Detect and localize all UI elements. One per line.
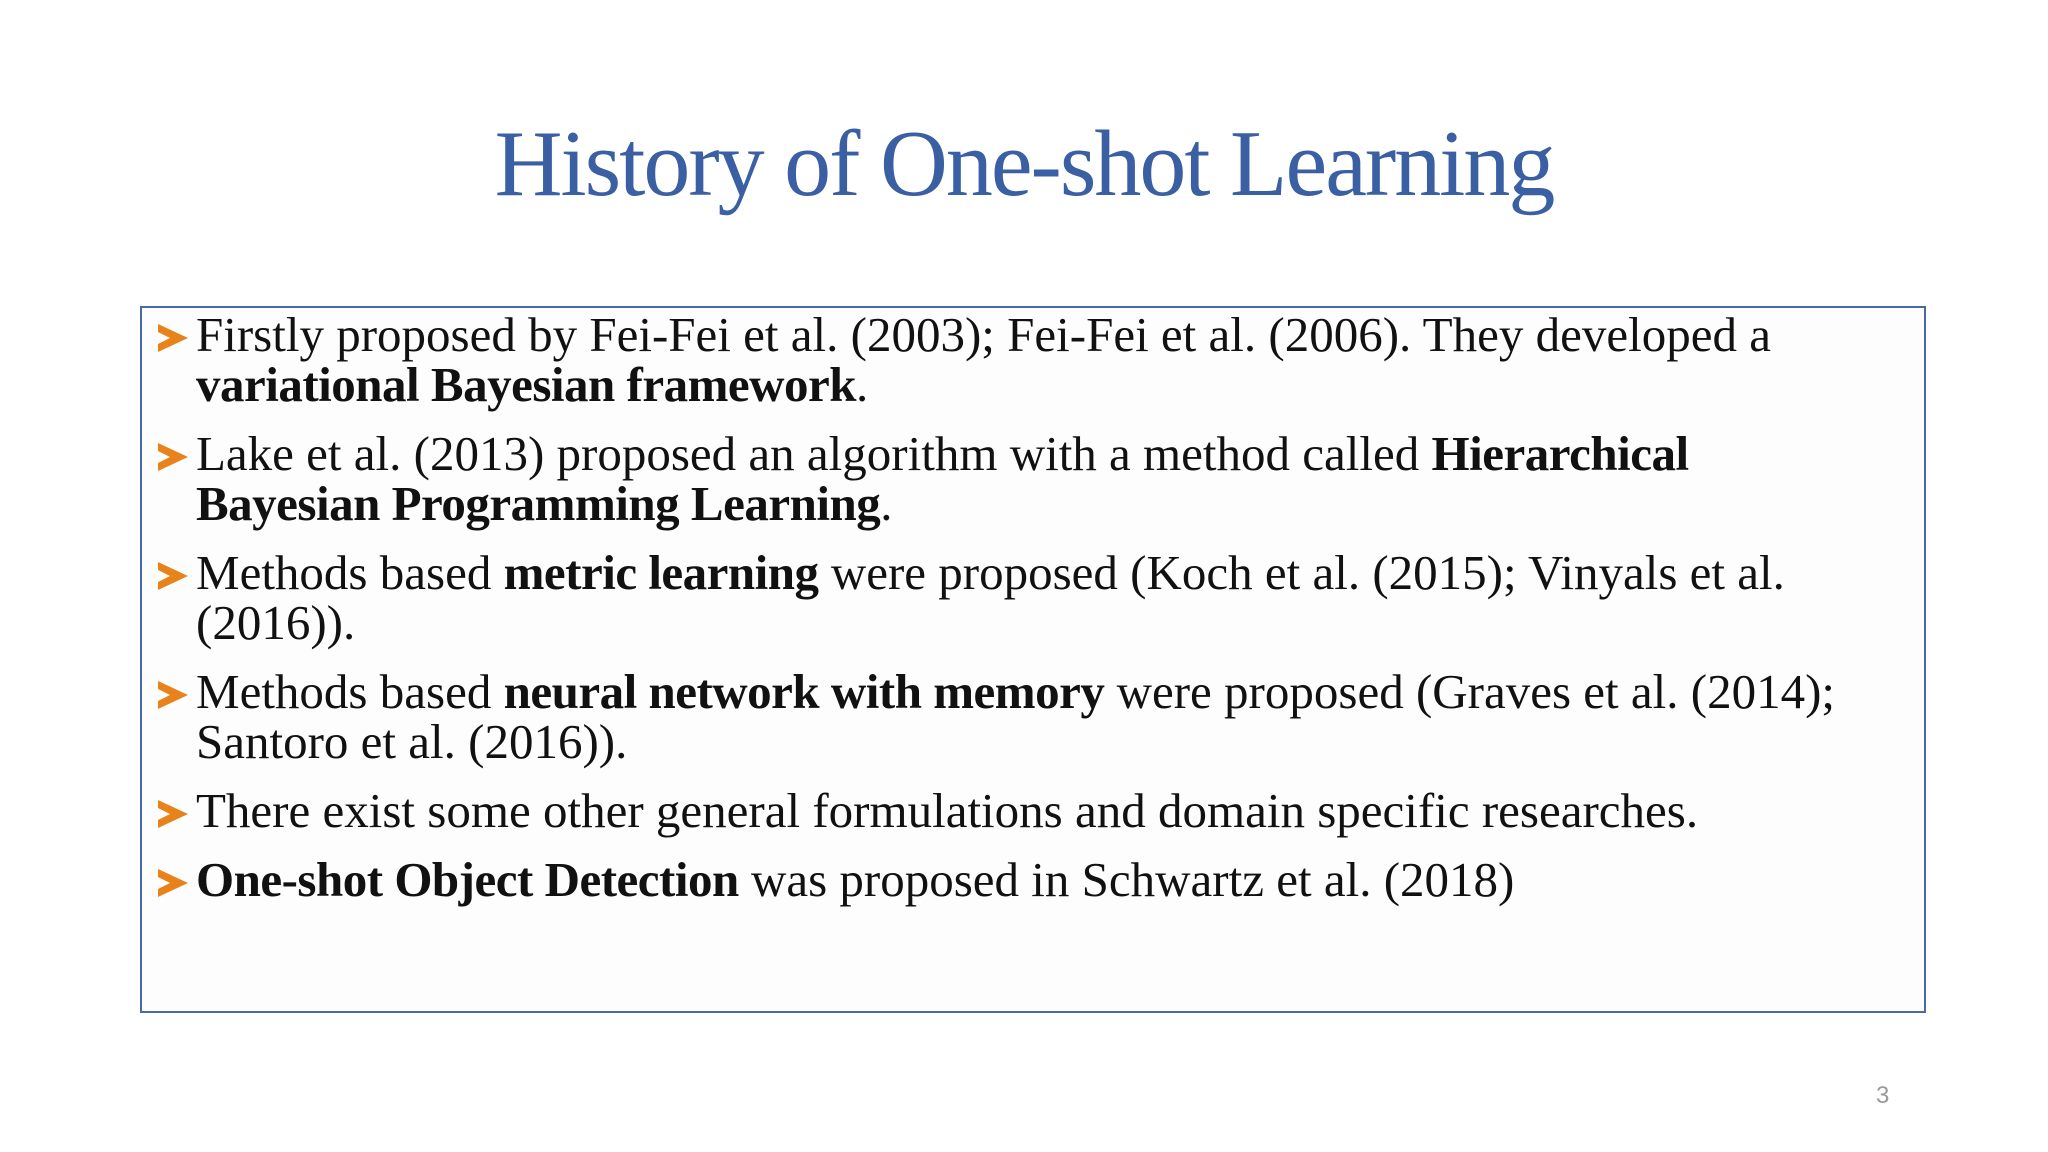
arrow-bullet-icon bbox=[158, 681, 188, 709]
bullet-4-text-a: Methods based bbox=[196, 664, 504, 719]
bullet-2-text: Lake et al. (2013) proposed an algorithm with a method called bbox=[196, 426, 1432, 481]
bullet-3-line-2: (2016)). bbox=[196, 595, 356, 650]
bullet-6-text: was proposed in Schwartz et al. (2018) bbox=[738, 852, 1515, 907]
bullet-item-1 bbox=[158, 307, 1908, 412]
bullet-2-line-1 bbox=[196, 426, 1908, 481]
bullet-4-bold: neural network with memory bbox=[503, 664, 1105, 719]
bullet-4-text-b: were proposed (Graves et al. (2014); bbox=[1104, 664, 1836, 719]
bullet-1-line-1: Firstly proposed by Fei-Fei et al. (2003); Fei-Fei et al. (2006). They developed a bbox=[196, 307, 1771, 362]
bullet-4-line-2: Santoro et al. (2016)). bbox=[196, 714, 628, 769]
bullet-4-line-1 bbox=[196, 664, 1908, 719]
arrow-bullet-icon bbox=[158, 443, 188, 471]
bullet-2-bold-b: Bayesian Programming Learning bbox=[196, 476, 881, 531]
slide-title: History of One-shot Learning bbox=[494, 112, 1554, 216]
bullet-2-bold-a: Hierarchical bbox=[1431, 426, 1689, 481]
content-box bbox=[140, 306, 1926, 1013]
bullet-5-line-1: There exist some other general formulations and domain specific researches. bbox=[196, 783, 1699, 838]
arrow-bullet-icon bbox=[158, 800, 188, 828]
bullet-6-line-1 bbox=[196, 852, 1908, 907]
bullet-item-4 bbox=[158, 664, 1908, 769]
bullet-item-3 bbox=[158, 545, 1908, 650]
bullet-3-text-b: were proposed (Koch et al. (2015); Vinyals et al. bbox=[818, 545, 1785, 600]
arrow-bullet-icon bbox=[158, 869, 188, 897]
bullet-item-2 bbox=[158, 426, 1908, 531]
bullet-3-line-1 bbox=[196, 545, 1908, 600]
bullet-2-line-2 bbox=[196, 476, 1908, 531]
bullet-3-text-a: Methods based bbox=[196, 545, 504, 600]
bullet-1-tail: . bbox=[856, 357, 869, 412]
bullet-item-6 bbox=[158, 852, 1908, 907]
arrow-bullet-icon bbox=[158, 562, 188, 590]
bullet-1-line-2 bbox=[196, 357, 1908, 412]
bullet-item-5 bbox=[158, 783, 1908, 838]
page-number: 3 bbox=[1876, 1082, 1890, 1109]
bullet-3-bold: metric learning bbox=[503, 545, 819, 600]
bullet-2-tail: . bbox=[880, 476, 893, 531]
bullet-1-bold: variational Bayesian framework bbox=[196, 357, 857, 412]
arrow-bullet-icon bbox=[158, 324, 188, 352]
bullet-6-bold: One-shot Object Detection bbox=[196, 852, 739, 907]
